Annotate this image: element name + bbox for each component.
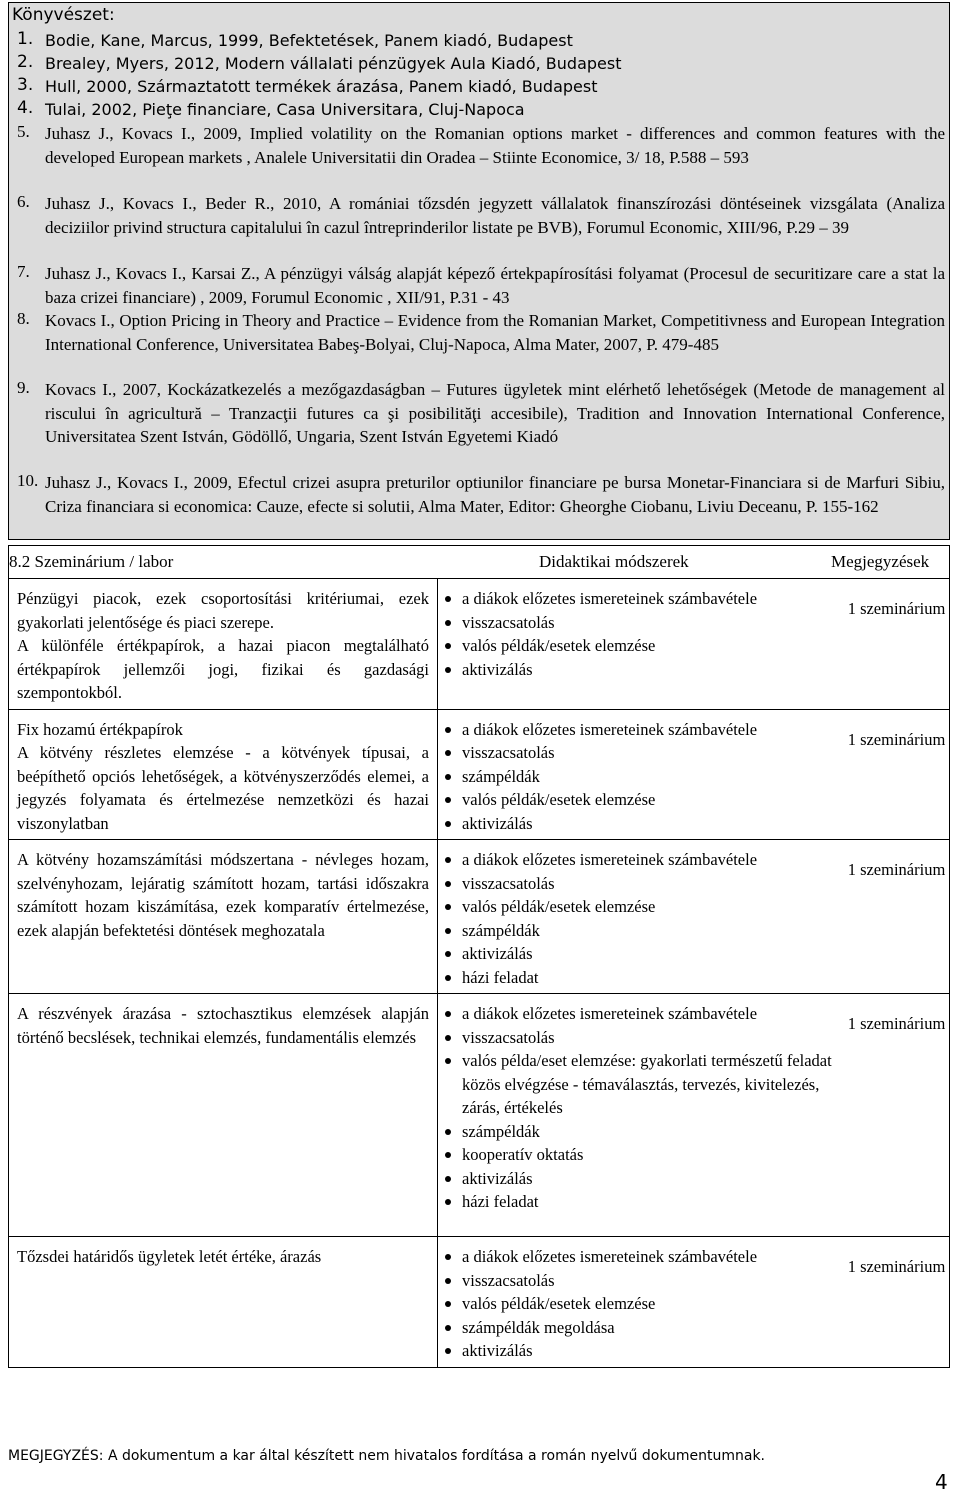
bibliography-item-text: Brealey, Myers, 2012, Modern vállalati pénzügyek Aula Kiadó, Budapest: [45, 54, 622, 73]
table-row: [9, 994, 950, 1237]
note-cell: [844, 579, 950, 710]
methods-column-header: Didaktikai módszerek: [539, 552, 689, 571]
method-item: visszacsatolás: [445, 872, 840, 896]
bibliography-item-number: 3.: [17, 75, 34, 95]
bibliography-item-text: Bodie, Kane, Marcus, 1999, Befektetések, Panem kiadó, Budapest: [45, 31, 573, 50]
method-item: számpéldák: [445, 919, 840, 943]
methods-list: [445, 848, 840, 989]
bibliography-item-text: Tulai, 2002, Pieţe financiare, Casa Universitara, Cluj-Napoca: [45, 100, 525, 119]
bibliography-item-text: Kovacs I., Option Pricing in Theory and Practice – Evidence from the Romanian Market, Competitivness and European Integration International Conference, Universitatea Babeş-Bolyai, Cluj-Napoca, Alma Mater, 2007, P. 479-485: [45, 311, 945, 354]
method-item: a diákok előzetes ismereteinek számbavétele: [445, 1245, 840, 1269]
bibliography-item-number: 6.: [17, 192, 30, 211]
method-item: visszacsatolás: [445, 1026, 840, 1050]
method-item: visszacsatolás: [445, 611, 840, 635]
bibliography-item-number: 7.: [17, 262, 30, 281]
method-item: valós példák/esetek elemzése: [445, 1292, 840, 1316]
methods-cell: [438, 840, 845, 994]
note-cell: [844, 709, 950, 840]
topic-cell: [9, 1237, 438, 1368]
methods-cell: [438, 579, 845, 710]
bibliography-item-number: 9.: [17, 378, 30, 397]
seminar-title: 8.2 Szeminárium / labor: [9, 552, 174, 571]
table-row: [9, 579, 950, 710]
bibliography-item-text: Juhasz J., Kovacs I., Karsai Z., A pénzügyi válság alapját képező értekpapírosítási folyamat (Procesul de securitizare care a stat la baza crizei financiare) , 2009, Forumul Economic , XII/91, P.31 - 43: [45, 264, 945, 307]
method-item: visszacsatolás: [445, 741, 840, 765]
note-cell: [844, 840, 950, 994]
method-item: aktivizálás: [445, 658, 840, 682]
methods-list: [445, 1245, 840, 1363]
methods-cell: [438, 994, 845, 1237]
note-text: 1 szeminárium: [847, 1014, 946, 1033]
method-item: kooperatív oktatás: [445, 1143, 840, 1167]
note-cell: [844, 1237, 950, 1368]
method-item: házi feladat: [445, 1190, 840, 1214]
methods-list: [445, 587, 840, 681]
method-item: valós példák/esetek elemzése: [445, 634, 840, 658]
notes-column-header: Megjegyzések: [831, 552, 930, 571]
topic-text: A kötvény részletes elemzése - a kötvények típusai, a beépíthető opciós lehetőségek, a kötvényszerződés elemei, a jegyzés folyamata és értelmezése nemzetközi és hazai viszonylatban: [17, 743, 429, 833]
topic-text: Tőzsdei határidős ügyletek letét értéke, árazás: [17, 1247, 322, 1266]
seminar-header: [8, 545, 950, 578]
method-item: visszacsatolás: [445, 1269, 840, 1293]
table-row: [9, 709, 950, 840]
method-item: a diákok előzetes ismereteinek számbavétele: [445, 848, 840, 872]
topic-cell: [9, 994, 438, 1237]
topic-cell: [9, 709, 438, 840]
note-text: 1 szeminárium: [847, 729, 946, 749]
bibliography-item-text: Hull, 2000, Származtatott termékek árazása, Panem kiadó, Budapest: [45, 77, 598, 96]
bibliography-item-text: Juhasz J., Kovacs I., 2009, Efectul crizei asupra preturilor optiunilor financiare pe bursa Monetar-Financiara si de Marfuri Sibiu, Criza financiara si economica: Cauze, efecte si solutii, Alma Mater, Editor: Gheorghe Ciobanu, Liviu Deceanu, P. 155-162: [45, 473, 945, 516]
method-item: valós példák/esetek elemzése: [445, 788, 840, 812]
topic-cell: [9, 579, 438, 710]
method-item: valós példa/eset elemzése: gyakorlati természetű feladat közös elvégzése - témaválasztás, tervezés, kivitelezés, zárás, értékelés: [445, 1049, 840, 1120]
methods-list: [445, 718, 840, 836]
topic-text: A különféle értékpapírok, a hazai piacon megtalálható értékpapírok jellemzői jogi, fizikai és gazdasági szempontokból.: [17, 636, 429, 702]
topic-text: A részvények árazása - sztochasztikus elemzések alapján történő becslések, technikai elemzés, fundamentális elemzés: [17, 1004, 429, 1047]
method-item: aktivizálás: [445, 1167, 840, 1191]
table-row: [9, 840, 950, 994]
topic-text: Pénzügyi piacok, ezek csoportosítási kritériumai, ezek gyakorlati jelentősége és piaci szerepe.: [17, 589, 429, 632]
seminar-table: [8, 578, 950, 1368]
bibliography-heading: Könyvészet:: [12, 5, 115, 25]
table-row: [9, 1237, 950, 1368]
bibliography-section: [8, 2, 950, 540]
bibliography-item-number: 4.: [17, 98, 34, 118]
topic-text: Fix hozamú értékpapírok: [17, 719, 183, 739]
methods-list: [445, 1002, 840, 1214]
method-item: valós példák/esetek elemzése: [445, 895, 840, 919]
bibliography-item-number: 10.: [17, 471, 39, 490]
method-item: aktivizálás: [445, 812, 840, 836]
note-text: 1 szeminárium: [847, 860, 946, 879]
note-cell: [844, 994, 950, 1237]
bibliography-item-text: Kovacs I., 2007, Kockázatkezelés a mezőgazdaságban – Futures ügyletek mint elérhető lehetőségek (Metode de management al riscului în agricultură – Tranzacţii futures ca şi posibilităţi accesibile), Tradition and Innovation International Conference, Universitatea Szent István, Gödöllő, Ungaria, Szent István Egyetemi Kiadó: [45, 380, 945, 446]
method-item: aktivizálás: [445, 942, 840, 966]
bibliography-item-number: 1.: [17, 29, 34, 49]
note-text: 1 szeminárium: [847, 1257, 946, 1276]
topic-text: A kötvény hozamszámítási módszertana - névleges hozam, szelvényhozam, lejáratig számított hozam, tartási időszakra számított hozam kiszámítása, ezek komparatív értelmezése, ezek alapján befektetési döntések meghozatala: [17, 850, 429, 940]
bibliography-item-text: Juhasz J., Kovacs I., 2009, Implied volatility on the Romanian options market - differences and common features with the developed European markets , Analele Universitatii din Oradea – Stiinte Economice, 3/ 18, P.588 – 593: [45, 124, 945, 167]
bibliography-item-number: 2.: [17, 52, 34, 72]
method-item: a diákok előzetes ismereteinek számbavétele: [445, 718, 840, 742]
method-item: számpéldák: [445, 1120, 840, 1144]
method-item: aktivizálás: [445, 1339, 840, 1363]
method-item: számpéldák: [445, 765, 840, 789]
topic-cell: [9, 840, 438, 994]
note-text: 1 szeminárium: [847, 599, 946, 618]
method-item: házi feladat: [445, 966, 840, 990]
bibliography-item-number: 8.: [17, 309, 30, 328]
methods-cell: [438, 709, 845, 840]
page-number: 4: [935, 1470, 948, 1494]
bibliography-item-number: 5.: [17, 122, 30, 141]
methods-cell: [438, 1237, 845, 1368]
bibliography-item-text: Juhasz J., Kovacs I., Beder R., 2010, A romániai tőzsdén jegyzett vállalatok finanszírozási döntéseinek vizsgálata (Analiza deciziilor privind structura capitalului în cazul întreprinderilor listate pe BVB), Forumul Economic, XIII/96, P.29 – 39: [45, 194, 945, 237]
footer-note: MEGJEGYZÉS: A dokumentum a kar által készített nem hivatalos fordítása a román nyelvű dokumentumnak.: [8, 1448, 766, 1464]
method-item: a diákok előzetes ismereteinek számbavétele: [445, 1002, 840, 1026]
method-item: számpéldák megoldása: [445, 1316, 840, 1340]
method-item: a diákok előzetes ismereteinek számbavétele: [445, 587, 840, 611]
